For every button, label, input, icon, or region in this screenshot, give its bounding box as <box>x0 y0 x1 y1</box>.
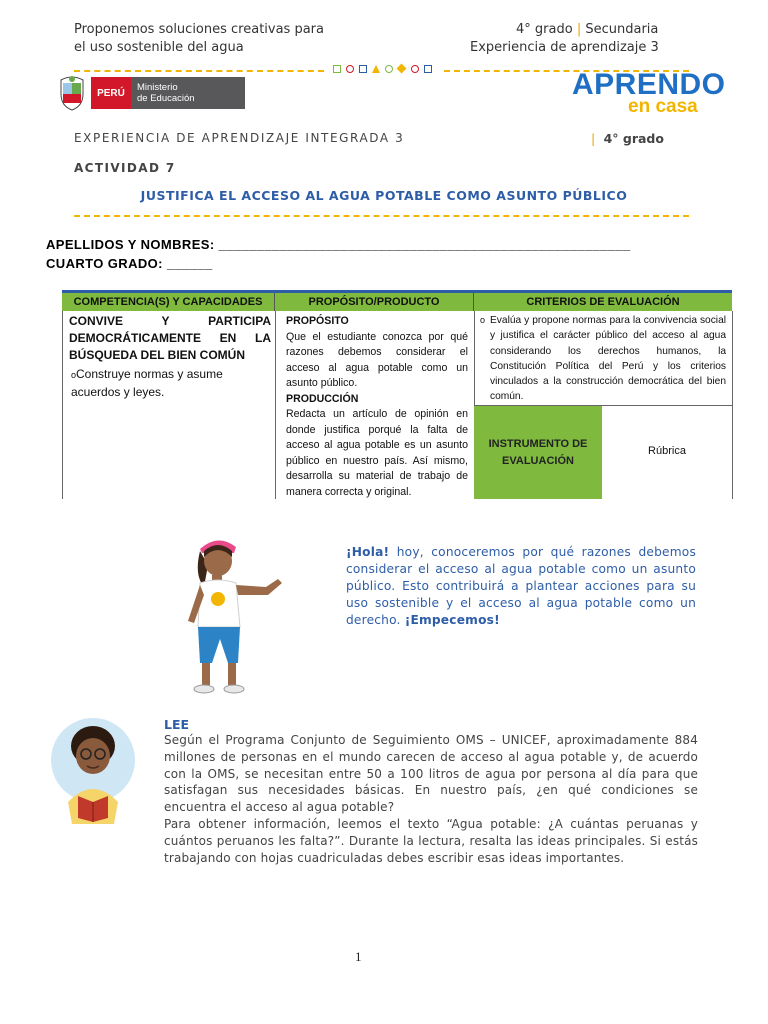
triangle-shape-icon <box>372 65 380 73</box>
circle-shape-icon <box>411 65 419 73</box>
read-heading: LEE <box>164 717 190 732</box>
header-grade: 4° grado <box>516 22 573 37</box>
production-text: Redacta un artículo de opinión en donde justifica porqué la falta de acceso al agua potable es un asunto público en nuestro país. Así mismo, desarrolla su material de trabajo de manera correcta y original. <box>286 408 468 498</box>
title-divider <box>74 215 689 217</box>
reading-paragraph-1: Según el Programa Conjunto de Seguimiento OMS – UNICEF, aproximadamente 884 millones de personas en el mundo carecen de acceso al agua potable y, de acuerdo con la OMS, se necesitan entre 50 a 100 litros de agua por persona al día para que satisfagan sus necesidades básicas. En nuestro país, ¿en qué condiciones se encuentra el acceso al agua potable? <box>164 733 698 815</box>
activity-label: ACTIVIDAD 7 <box>74 161 176 175</box>
boy-reading-illustration <box>50 712 136 830</box>
aprendo-logo-text: APRENDO <box>572 68 726 101</box>
grade-label: | 4° grado <box>591 131 664 146</box>
ministry-label: Ministerio de Educación <box>131 77 245 109</box>
production-label: PRODUCCIÓN <box>286 392 359 405</box>
student-grade-field[interactable]: CUARTO GRADO: ______ <box>46 256 213 271</box>
header-project-line2: el uso sostenible del agua <box>74 40 244 55</box>
table-header-competence: COMPETENCIA(S) Y CAPACIDADES <box>62 293 275 311</box>
peru-label: PERÚ <box>91 77 131 109</box>
intro-text: hoy, conoceremos por qué razones debemos considerar el acceso al agua potable como un asunto público. Esto contribuirá a plantear acciones para su uso sostenible y el acceso al agua potable como un derecho. <box>346 545 696 627</box>
intro-greeting: ¡Hola! <box>346 545 390 559</box>
square-shape-icon <box>424 65 432 73</box>
reading-text <box>164 732 698 866</box>
header-experience: Experiencia de aprendizaje 3 <box>470 40 659 55</box>
square-shape-icon <box>359 65 367 73</box>
diamond-shape-icon <box>397 64 407 74</box>
competence-name: CONVIVE Y PARTICIPA DEMOCRÁTICAMENTE EN LA BÚSQUEDA DEL BIEN COMÚN <box>69 314 271 362</box>
intro-closing: ¡Empecemos! <box>404 613 500 627</box>
square-shape-icon <box>333 65 341 73</box>
girl-character-illustration <box>178 535 290 697</box>
ministry-logo <box>57 74 245 112</box>
header-project-line1: Proponemos soluciones creativas para <box>74 22 324 37</box>
purpose-text: Que el estudiante conozca por qué razones debemos considerar el acceso al agua potable como un asunto público. <box>286 330 468 389</box>
header-project-title <box>74 21 324 57</box>
aprendo-en-casa-logo <box>572 68 726 120</box>
reading-paragraph-2: Para obtener información, leemos el texto “Agua potable: ¿A cuántas peruanas y cuántos peruanos les falta?”. Durante la lectura, resalta las ideas principales. Si estás trabajando con hojas cuadriculadas debes escribir esas ideas importantes. <box>164 816 698 865</box>
capacity-item: oConstruye normas y asume acuerdos y leyes. <box>71 367 223 399</box>
competence-table <box>62 290 732 496</box>
purpose-label: PROPÓSITO <box>286 315 349 327</box>
activity-title: JUSTIFICA EL ACCESO AL AGUA POTABLE COMO ASUNTO PÚBLICO <box>140 188 628 203</box>
page-number: 1 <box>355 949 362 964</box>
header-level: Secundaria <box>585 22 659 37</box>
bullet-icon: o <box>480 315 486 325</box>
purpose-product-cell <box>286 314 468 500</box>
header-separator: | <box>576 22 582 37</box>
table-header-criteria: CRITERIOS DE EVALUACIÓN <box>474 293 732 311</box>
table-header-purpose: PROPÓSITO/PRODUCTO <box>275 293 474 311</box>
header-grade-info <box>470 21 659 57</box>
instrument-label: INSTRUMENTO DE EVALUACIÓN <box>474 406 602 499</box>
instrument-value: Rúbrica <box>648 445 686 457</box>
student-name-field[interactable]: APELLIDOS Y NOMBRES: ______________________________________________________ <box>46 237 631 252</box>
bullet-icon: o <box>71 370 77 380</box>
circle-shape-icon <box>385 65 393 73</box>
experience-title: EXPERIENCIA DE APRENDIZAJE INTEGRADA 3 <box>74 131 405 145</box>
criteria-item: o Evalúa y propone normas para la convivencia social y justifica el carácter público del acceso al agua considerando los derechos humanos, la Constitución Política del Perú y los criterios vinculados a la construcción democrática del bien común. <box>480 313 726 405</box>
circle-shape-icon <box>346 65 354 73</box>
intro-paragraph <box>346 544 696 629</box>
peru-crest-icon <box>57 74 87 112</box>
en-casa-logo-text: en casa <box>628 96 698 117</box>
grade-separator: | <box>591 131 596 146</box>
